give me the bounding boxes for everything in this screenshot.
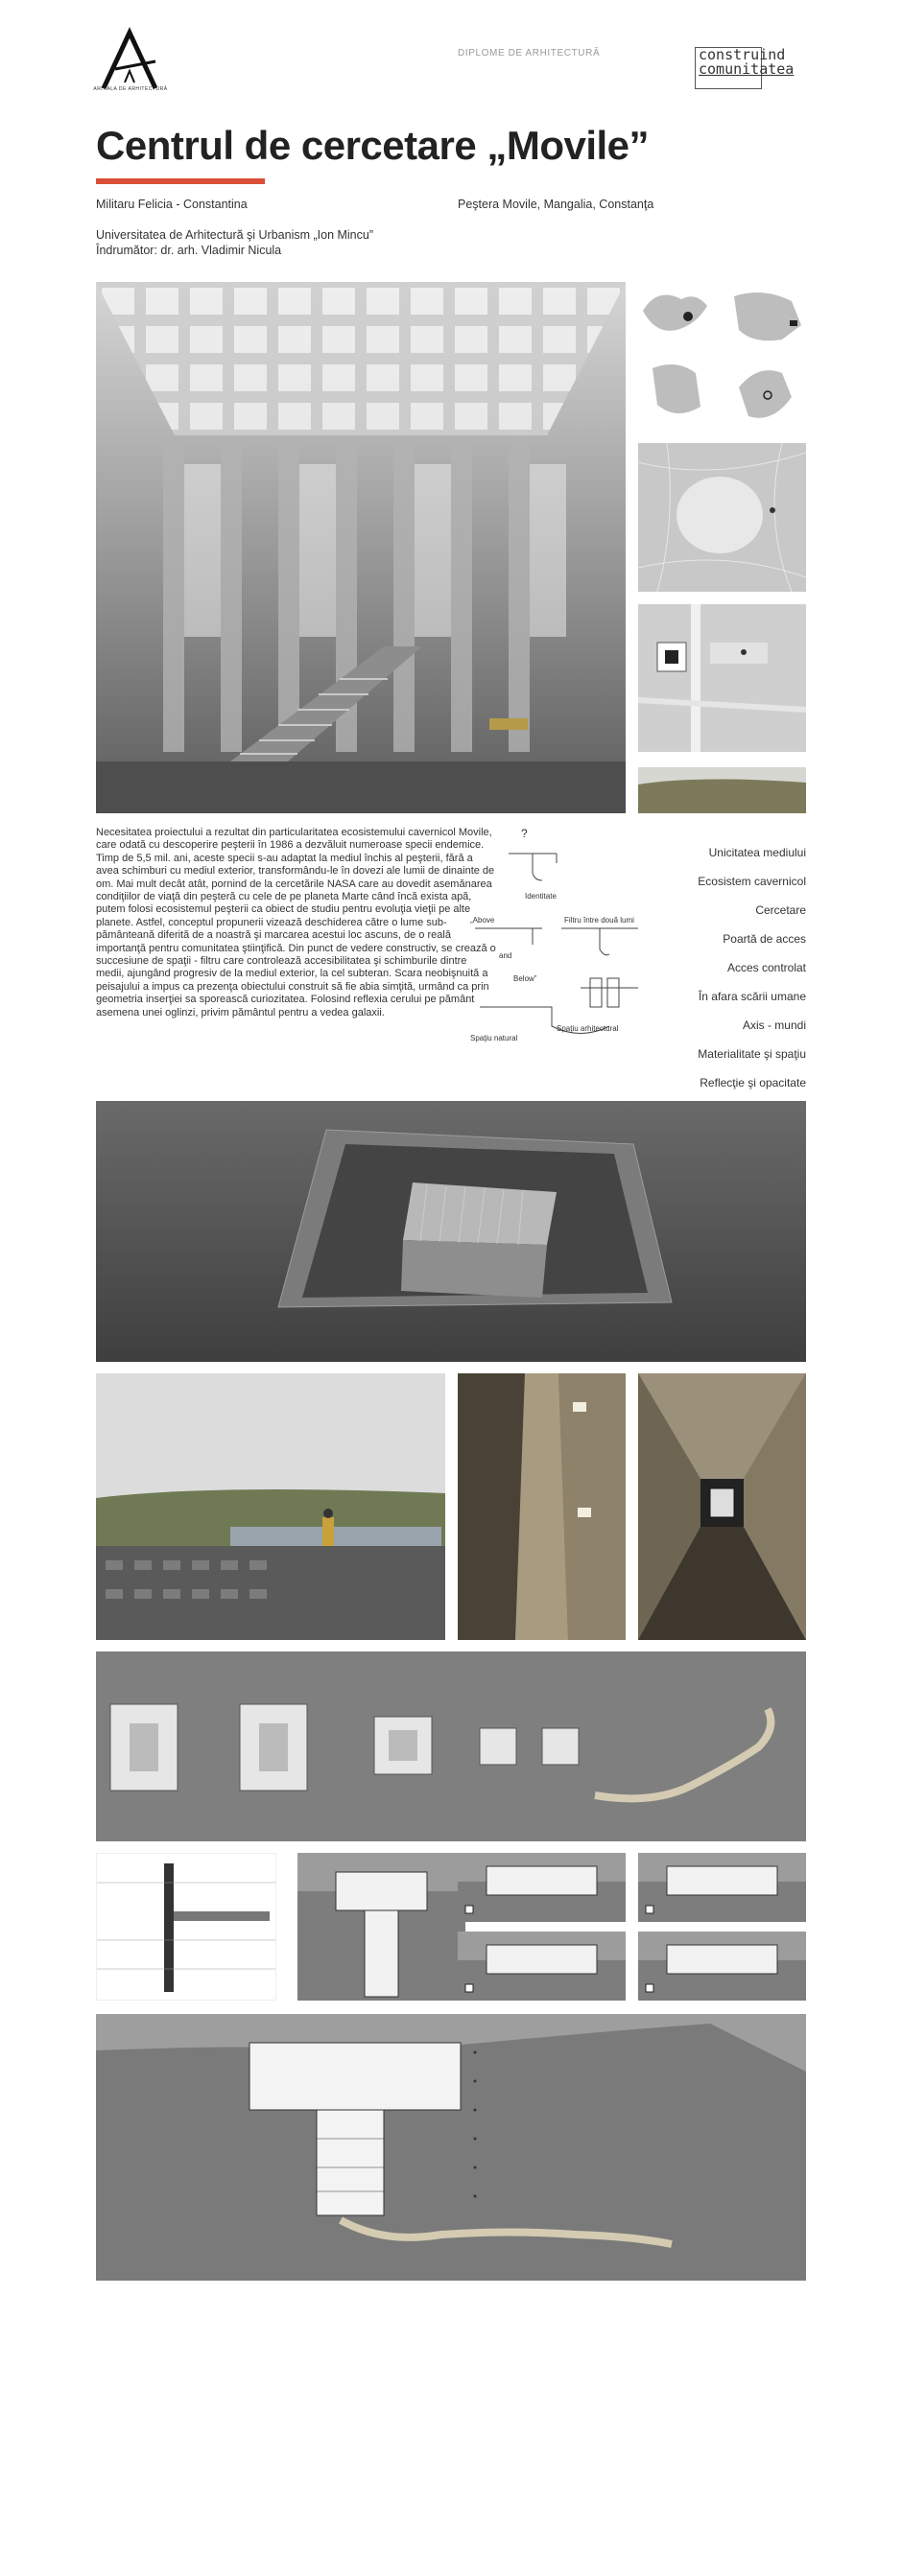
diagram-and: and (499, 951, 512, 960)
section-drawing-4 (458, 1932, 626, 2001)
project-title: Centrul de cercetare „Movile” (96, 123, 650, 168)
section-drawing-3 (638, 1853, 806, 1922)
keyword: Ecosistem cavernicol (698, 875, 806, 888)
diagram-below: Below” (513, 974, 537, 983)
diagram-natural-space: Spaţiu natural (470, 1034, 518, 1042)
author: Militaru Felicia - Constantina (96, 198, 248, 211)
diagram-above: „Above (470, 916, 495, 925)
section-drawing-2 (458, 1853, 626, 1922)
exterior-render (96, 1373, 445, 1640)
keyword: Cercetare (755, 903, 806, 917)
advisor: Îndrumător: dr. arh. Vladimir Nicula (96, 244, 282, 257)
keyword: Reflecţie şi opacitate (700, 1076, 806, 1089)
brand-line-2: comunitatea (699, 60, 795, 78)
university: Universitatea de Arhitectură şi Urbanism „Ion Mincu” (96, 228, 374, 242)
interior-render (96, 282, 626, 813)
keyword: Materialitate şi spaţiu (698, 1047, 806, 1061)
diplome-label: DIPLOME DE ARHITECTURĂ (458, 48, 601, 59)
location: Peştera Movile, Mangalia, Constanţa (458, 198, 654, 211)
location-maps (638, 282, 806, 432)
site-plan (638, 604, 806, 752)
diagram-identity: Identitate (525, 892, 557, 901)
shaft-top-view-render (638, 1373, 806, 1640)
landscape-photo (638, 767, 806, 813)
keyword: Poartă de acces (723, 932, 806, 946)
keyword: Unicitatea mediului (708, 846, 806, 859)
keyword: Acces controlat (726, 961, 806, 974)
section-drawing-1 (297, 1853, 465, 2001)
long-section-drawing (96, 2014, 806, 2281)
project-description: Necesitatea proiectului a rezultat din particularitatea ecosistemului cavernicol Movile, care odată cu descoperire peşterii în 1986 a dezvăluit numeroase specii endemice. Timp de 5,5 mil. ani, aceste specii s-au adaptat la mediul închis al peşterii, fără a avea schimburi cu mediul exterior, transformându-le în dovezi ale lumii de dinainte de om. Mai mult decât atât, pornind de la cercetările NASA care au dovedit asemănarea condiţiilor de viaţă din peşteră cu cele de pe planeta Marte când încă exista apă, putem folosi ecosistemul peşterii ca obiect de studiu pentru evoluţia vieţii pe alte planete. Astfel, conceptul propunerii vizează deschiderea către o lume sub-pământeană diferită de a noastră şi marcarea acestui loc ascuns, de o reală importanţă pentru comunitatea ştiinţifică. Din punct de vedere constructiv, se crează o succesiune de spaţii - filtru care controlează accesibilitatea şi schimburile dintre medii, ajungând progresiv de la mediul exterior, la cel subteran. Scara neobişnuită a peisajului a impus ca prezenţa obiectului construit să fie abia simţită, urmând ca prin geometria inserţiei sa sporească curiozitatea. Folosind reflexia cerului pe pământ asemena unei oglinzi, privim pământul pentru a vedea galaxii. (96, 827, 496, 1019)
site-map (638, 443, 806, 592)
construind-comunitatea-logo (695, 46, 795, 89)
diagram-filter: Filtru între două lumi (564, 916, 634, 925)
title-underline (96, 178, 265, 184)
diagram-question: ? (521, 827, 528, 840)
school-logo-text: ARHIALA DE ARHITECTURĂ (93, 86, 168, 92)
keyword: Axis - mundi (742, 1019, 806, 1032)
brand-line-1: construind (699, 46, 786, 63)
shaft-render (458, 1373, 626, 1640)
section-drawing-5 (638, 1932, 806, 2001)
diagram-architectural-space: Spaţiu arhitectural (557, 1024, 619, 1033)
keyword: În afara scării umane (698, 990, 806, 1003)
floor-plans (96, 1651, 806, 1841)
aerial-render (96, 1101, 806, 1362)
construction-detail (96, 1853, 276, 2001)
